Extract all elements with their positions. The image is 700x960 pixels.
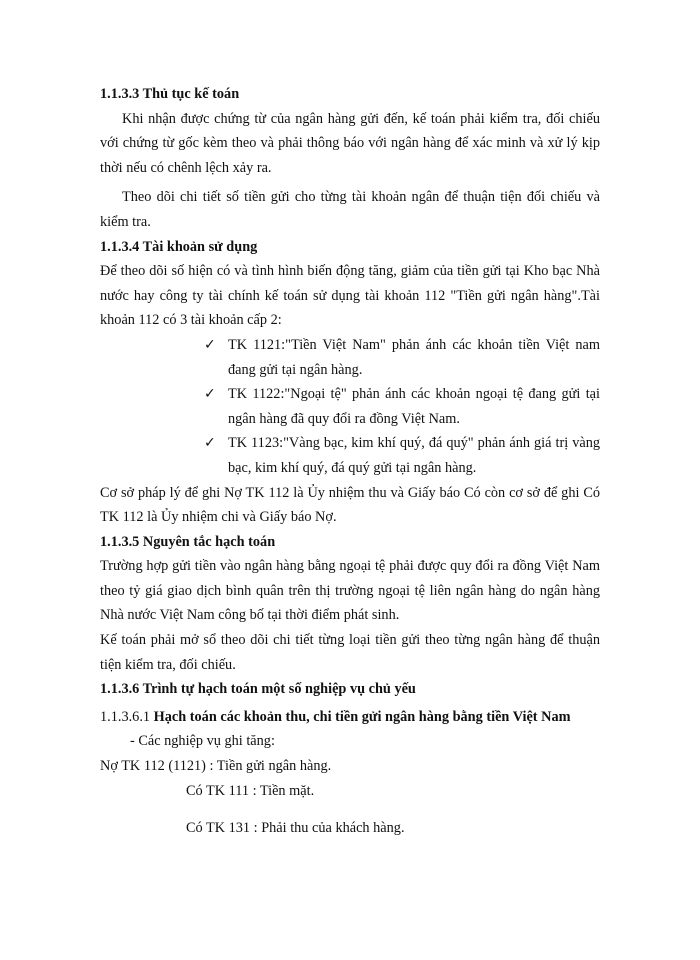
list-item (204, 382, 600, 431)
checkmark-icon: ✓ (204, 435, 216, 452)
procedure-paragraph-1: Khi nhận được chứng từ của ngân hàng gửi đến, kế toán phải kiểm tra, đối chiếu với chứng từ gốc kèm theo và phải thông báo với ngân hàng để xác minh và xử lý kịp thời nếu có chênh lệch xảy ra. (100, 110, 600, 176)
heading-1-1-3-5: 1.1.3.5 Nguyên tắc hạch toán (100, 533, 276, 550)
sub-account-1122: TK 1122:"Ngoại tệ" phản ánh các khoản ngoại tệ đang gửi tại ngân hàng đã quy đổi ra đồng Việt Nam. (228, 386, 600, 427)
sub-account-1123: TK 1123:"Vàng bạc, kim khí quý, đá quý" phản ánh giá trị vàng bạc, kim khí quý, đá quý gửi tại ngân hàng. (228, 435, 600, 476)
heading-1-1-3-4: 1.1.3.4 Tài khoản sử dụng (100, 238, 258, 255)
credit-entry-111: Có TK 111 : Tiền mặt. (186, 782, 315, 799)
heading-1-1-3-6-1 (100, 705, 600, 730)
sub-heading-title: Hạch toán các khoản thu, chi tiền gửi ngân hàng bằng tiền Việt Nam (153, 708, 571, 725)
legal-basis-paragraph: Cơ sở pháp lý để ghi Nợ TK 112 là Ủy nhiệm thu và Giấy báo Có còn cơ sở để ghi Có TK 112 là Ủy nhiệm chi và Giấy báo Nợ. (100, 484, 600, 526)
list-item (204, 333, 600, 382)
sub-account-list (100, 333, 600, 481)
sub-account-1121: TK 1121:"Tiền Việt Nam" phản ánh các khoản tiền Việt nam đang gửi tại ngân hàng. (228, 336, 600, 378)
sub-heading-number: 1.1.3.6.1 (100, 708, 151, 725)
principle-paragraph-2: Kế toán phải mở sổ theo dõi chi tiết từng loại tiền gửi theo từng ngân hàng để thuận tiện kiểm tra, đối chiếu. (100, 632, 600, 673)
heading-1-1-3-6: 1.1.3.6 Trình tự hạch toán một số nghiệp vụ chủ yếu (100, 681, 416, 698)
checkmark-icon: ✓ (204, 386, 216, 403)
checkmark-icon: ✓ (204, 336, 216, 353)
document-page (100, 82, 600, 841)
credit-entry-131: Có TK 131 : Phải thu của khách hàng. (186, 820, 405, 837)
increase-transactions-label: - Các nghiệp vụ ghi tăng: (130, 733, 275, 750)
debit-entry: Nợ TK 112 (1121) : Tiền gửi ngân hàng. (100, 758, 332, 775)
list-item (204, 431, 600, 480)
heading-1-1-3-3: 1.1.3.3 Thủ tục kế toán (100, 86, 240, 102)
principle-paragraph-1: Trường hợp gửi tiền vào ngân hàng bằng ngoại tệ phải được quy đổi ra đồng Việt Nam theo tỷ giá giao dịch bình quân trên thị trường ngoại tệ liên ngân hàng do ngân hàng Nhà nước Việt Nam công bố tại thời điểm phát sinh. (100, 558, 600, 624)
procedure-paragraph-2: Theo dõi chi tiết số tiền gửi cho từng tài khoản ngân để thuận tiện đối chiếu và kiểm tra. (100, 189, 600, 230)
accounts-intro-paragraph: Để theo dõi số hiện có và tình hình biến động tăng, giảm của tiền gửi tại Kho bạc Nhà nước hay công ty tài chính kế toán sử dụng tài khoản 112 "Tiền gửi ngân hàng".Tài khoản 112 có 3 tài khoản cấp 2: (100, 263, 600, 329)
